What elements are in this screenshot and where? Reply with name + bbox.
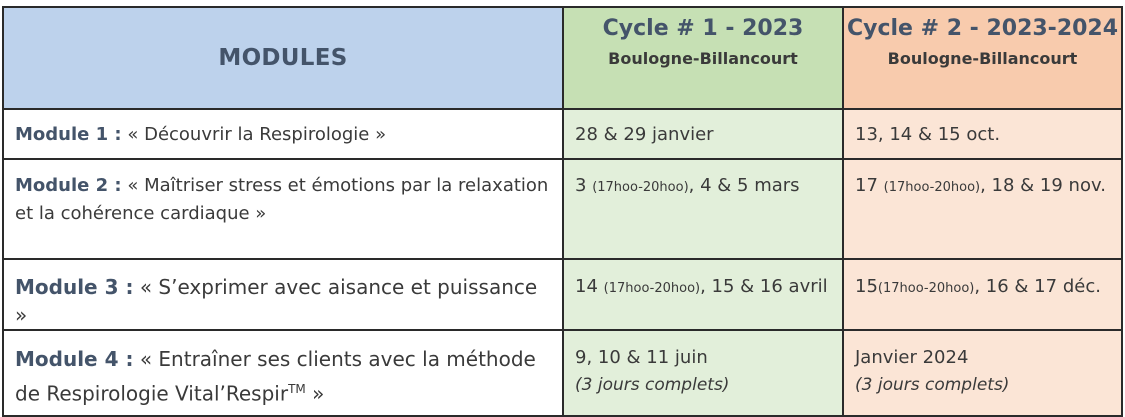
header-cycle-2	[843, 7, 1122, 109]
module-title: « Maîtriser stress et émotions par la relaxation et la cohérence cardiaque »	[15, 175, 549, 224]
module-label: Module 2 :	[15, 175, 122, 196]
module-title: « S’exprimer avec aisance et puissance »	[15, 275, 538, 327]
cycle-1-date: 28 & 29 janvier	[575, 124, 714, 145]
cycle-2-date: Janvier 2024	[855, 347, 969, 368]
module-title-end: »	[305, 381, 325, 406]
cycle-1-date-cell	[563, 109, 843, 159]
cycle-2-title: Cycle # 2 - 2023-2024	[846, 16, 1119, 41]
module-cell	[3, 159, 563, 259]
cycle-1-date: 9, 10 & 11 juin	[575, 347, 708, 368]
cycle-2-date-cell	[843, 330, 1122, 416]
cycle-1-date: 14	[575, 276, 604, 297]
cycle-1-note: (3 jours complets)	[575, 375, 730, 395]
cycle-2-date: 13, 14 & 15 oct.	[855, 124, 1001, 145]
table-row	[3, 330, 1122, 416]
module-label: Module 3 :	[15, 275, 134, 299]
module-label: Module 4 :	[15, 347, 134, 371]
cycle-2-date-cell	[843, 109, 1122, 159]
cycle-1-title: Cycle # 1 - 2023	[602, 16, 804, 41]
module-cell	[3, 259, 563, 330]
cycle-2-note: (3 jours complets)	[855, 375, 1010, 395]
header-row	[3, 7, 1122, 109]
table-row	[3, 109, 1122, 159]
cycle-1-date-cell	[563, 330, 843, 416]
cycle-1-place: Boulogne-Billancourt	[608, 49, 798, 68]
schedule-table-wrapper	[2, 6, 1123, 417]
schedule-table	[2, 6, 1123, 417]
cycle-2-date-rest: , 18 & 19 nov.	[980, 175, 1106, 196]
trademark-mark: TM	[288, 382, 306, 396]
module-title: « Découvrir la Respirologie »	[121, 124, 387, 145]
header-modules: MODULES	[3, 7, 563, 109]
module-title: « Entraîner ses clients avec la méthode de Respirologie Vital’Respir	[15, 347, 536, 406]
cycle-2-date-cell	[843, 259, 1122, 330]
cycle-1-date-cell	[563, 159, 843, 259]
cycle-1-date-rest: , 15 & 16 avril	[700, 276, 828, 297]
cycle-2-place: Boulogne-Billancourt	[887, 49, 1078, 68]
cycle-2-date: 15	[855, 276, 878, 297]
cycle-1-hours: (17hoo-20hoo)	[592, 180, 689, 195]
cycle-1-date-rest: , 4 & 5 mars	[688, 175, 800, 196]
header-cycle-1	[563, 7, 843, 109]
cycle-2-date: 17	[855, 175, 884, 196]
cycle-2-hours: (17hoo-20hoo)	[877, 281, 975, 296]
cycle-1-date: 3	[575, 175, 593, 196]
table-row	[3, 259, 1122, 330]
cycle-1-date-cell	[563, 259, 843, 330]
module-cell	[3, 109, 563, 159]
module-cell	[3, 330, 563, 416]
cycle-2-hours: (17hoo-20hoo)	[883, 180, 981, 195]
cycle-2-date-cell	[843, 159, 1122, 259]
table-row	[3, 159, 1122, 259]
cycle-1-hours: (17hoo-20hoo)	[603, 281, 701, 296]
module-label: Module 1 :	[15, 124, 122, 145]
cycle-2-date-rest: , 16 & 17 déc.	[974, 276, 1101, 297]
